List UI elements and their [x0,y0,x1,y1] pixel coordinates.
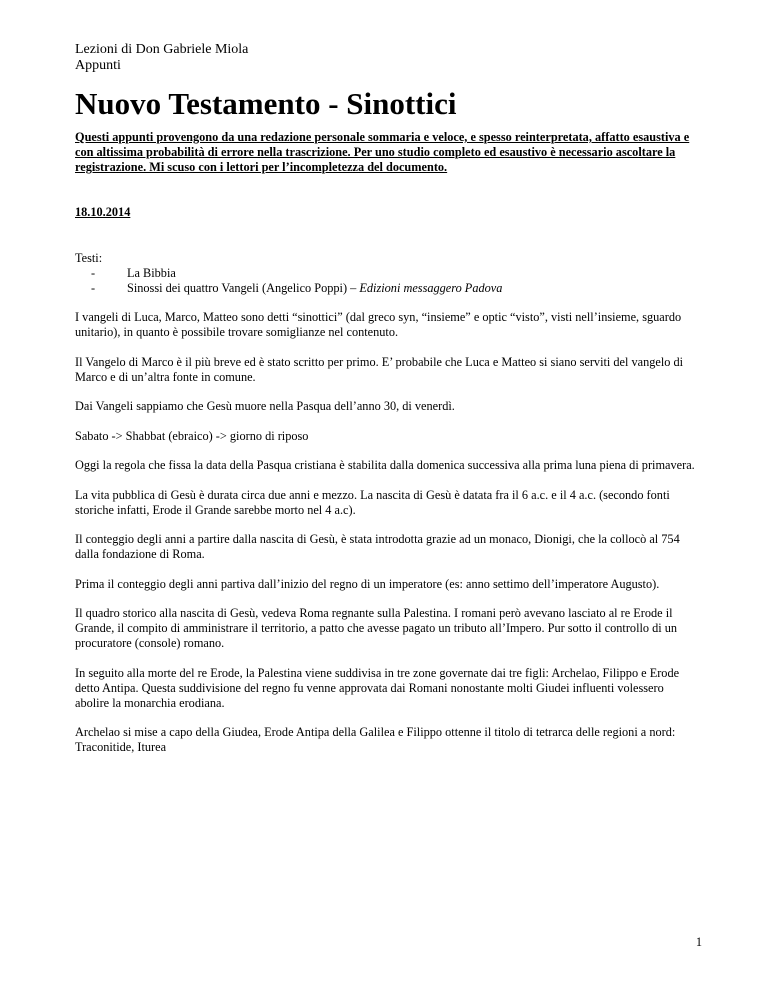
header-line-1: Lezioni di Don Gabriele Miola [75,42,249,57]
document-header [75,42,695,74]
document-title: Nuovo Testamento - Sinottici [75,86,457,121]
disclaimer-note: Questi appunti provengono da una redazione personale sommaria e veloce, e spesso reinterpretata, affatto esaustiva e con altissima probabilità di errore nella trascrizione. Per uno studio completo ed esaustivo è necessario ascoltare la registrazione. Mi scuso con i lettori per l’incompletezza del documento. [75,130,690,174]
paragraph: Il Vangelo di Marco è il più breve ed è stato scritto per primo. E’ probabile che Luca e Matteo si siano serviti del vangelo di Marco e di un’altra fonte in comune. [75,354,684,384]
paragraph: Il quadro storico alla nascita di Gesù, vedeva Roma regnante sulla Palestina. I romani però avevano lasciato al re Erode il Grande, il compito di amministrare il territorio, a patto che avesse pagato un tributo all’Impero. Pur sotto il controllo di un procuratore (console) romano. [75,606,678,650]
header-line-2: Appunti [75,58,121,73]
paragraph: Il conteggio degli anni a partire dalla nascita di Gesù, è stata introdotta grazie ad un monaco, Dionigi, che la collocò al 754 dalla fondazione di Roma. [75,532,680,561]
lesson-date: 18.10.2014 [75,205,131,219]
paragraph: Oggi la regola che fissa la data della Pasqua cristiana è stabilita dalla domenica successiva alla prima luna piena di primavera. [75,458,695,472]
paragraph: Dai Vangeli sappiamo che Gesù muore nella Pasqua dell’anno 30, di venerdì. [75,399,455,413]
paragraph: In seguito alla morte del re Erode, la Palestina viene suddivisa in tre zone governate dai tre figli: Archelao, Filippo e Erode detto Antipa. Questa suddivisione del regno fu venne approvata dai Romani nonostante molti Giudei influenti volessero abolire la monarchia erodiana. [75,665,680,710]
paragraph: I vangeli di Luca, Marco, Matteo sono detti “sinottici” (dal greco syn, “insieme” e optic “visto”, visti nell’insieme, sguardo unitario), in quanto è possibile trovare somiglianze nel contenuto. [75,310,682,339]
page-content [75,42,695,770]
texts-item-text: La Bibbia [127,266,176,280]
texts-list [75,266,695,296]
texts-label: Testi: [75,251,103,265]
texts-item-text: Sinossi dei quattro Vangeli (Angelico Poppi) – [127,281,360,295]
texts-list-item [91,281,695,296]
list-dash: - [91,281,96,295]
list-dash: - [91,266,96,280]
paragraph: Prima il conteggio degli anni partiva dall’inizio del regno di un imperatore (es: anno settimo dell’imperatore Augusto). [75,576,660,591]
paragraph: Sabato -> Shabbat (ebraico) -> giorno di riposo [75,428,309,443]
page-number: 1 [695,935,702,949]
paragraph: Archelao si mise a capo della Giudea, Erode Antipa della Galilea e Filippo ottenne il titolo di tetrarca delle regioni a nord: Traconitide, Iturea [75,725,676,754]
texts-list-item [91,266,695,281]
texts-item-italic: Edizioni messaggero Padova [359,281,503,295]
paragraph: La vita pubblica di Gesù è durata circa due anni e mezzo. La nascita di Gesù è datata fra il 6 a.c. e il 4 a.c. (secondo fonti storiche infatti, Erode il Grande sarebbe morto nel 4 a.c). [75,487,670,517]
